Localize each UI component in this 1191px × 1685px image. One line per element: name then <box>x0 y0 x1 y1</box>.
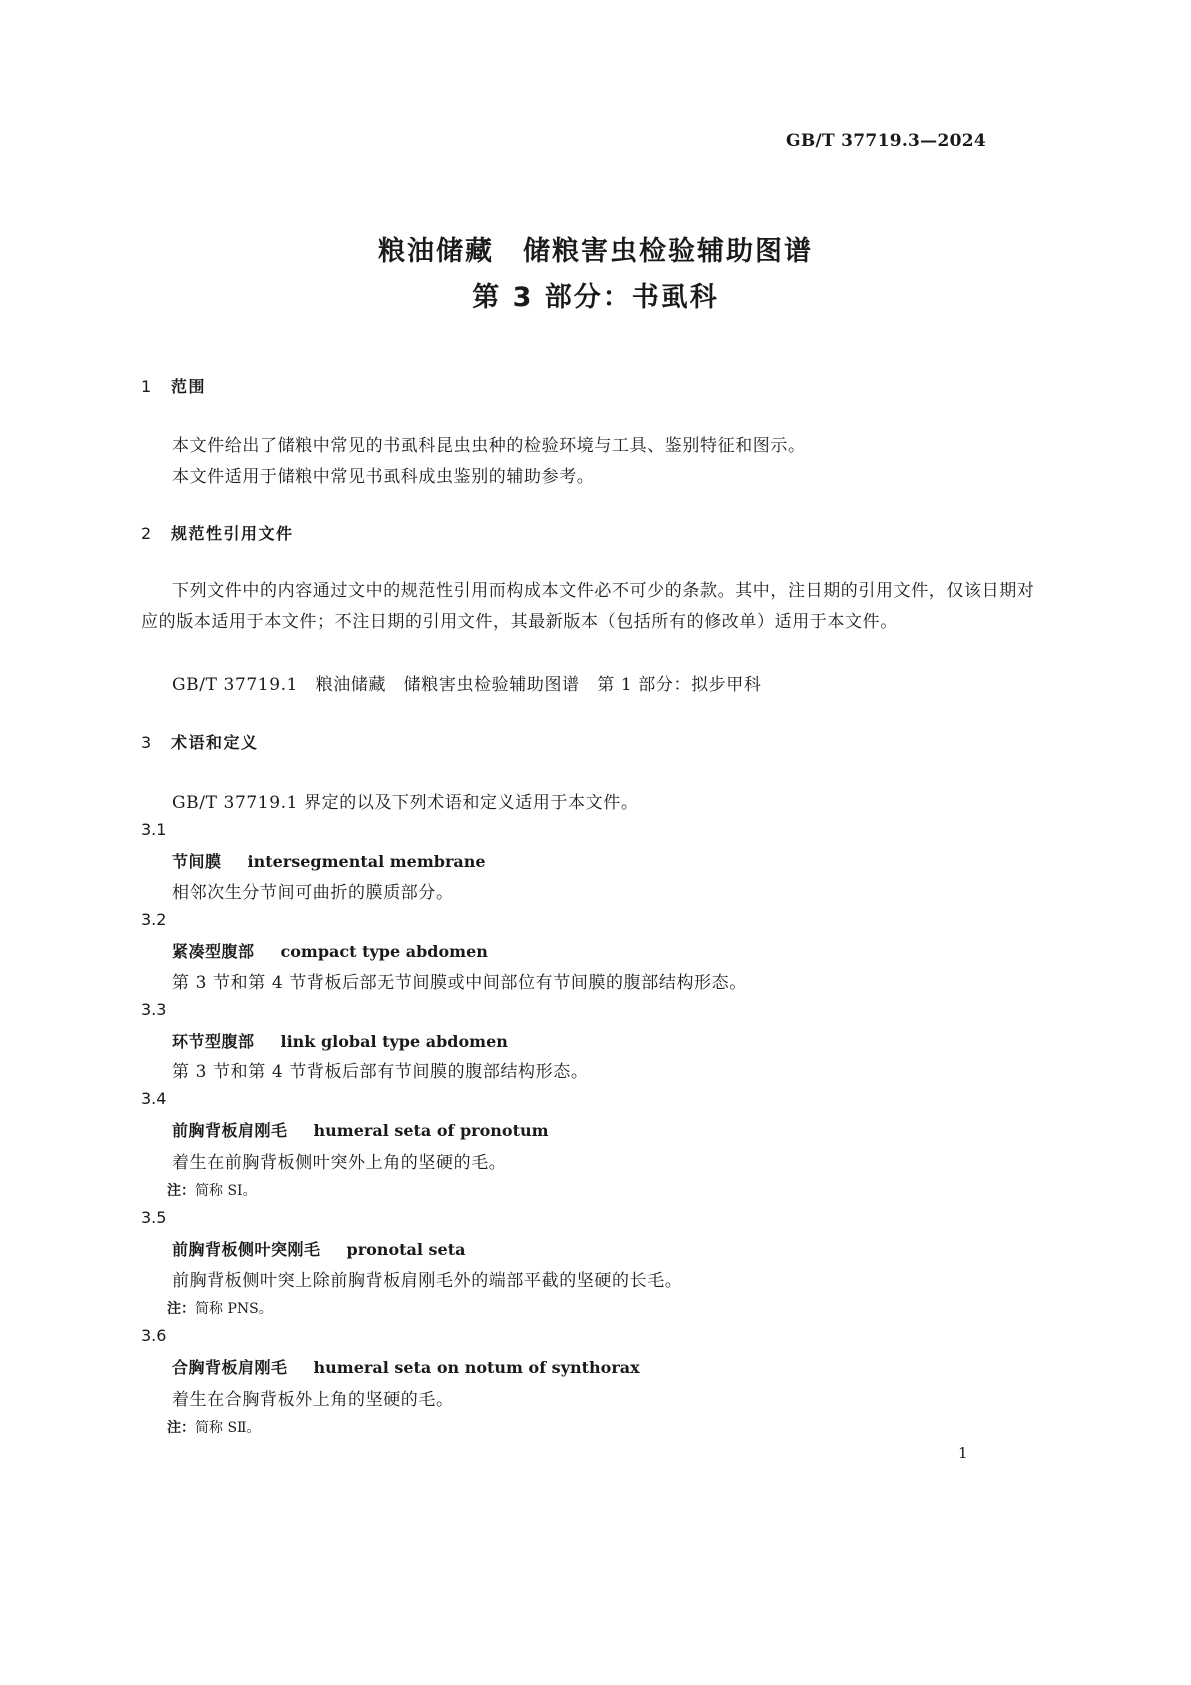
term-number: 3.4 <box>141 1089 167 1108</box>
note-label: 注： <box>167 1183 195 1199</box>
term-entry <box>172 1029 508 1052</box>
standard-code: GB/T 37719.3—2024 <box>786 131 986 151</box>
note-label: 注： <box>167 1301 195 1317</box>
term-en: intersegmental membrane <box>247 852 486 871</box>
note-label: 注： <box>167 1420 195 1436</box>
note-text: 简称 PNS。 <box>195 1301 273 1317</box>
term-zh: 前胸背板肩刚毛 <box>172 1121 288 1140</box>
note-text: 简称 SⅡ。 <box>195 1420 261 1436</box>
section-heading-2 <box>141 521 294 544</box>
section-title: 术语和定义 <box>171 733 259 752</box>
term-definition: 相邻次生分节间可曲折的膜质部分。 <box>172 883 454 903</box>
term-zh: 前胸背板侧叶突刚毛 <box>172 1240 321 1259</box>
section-number: 3 <box>141 733 153 752</box>
term-number: 3.3 <box>141 1000 167 1019</box>
term-number: 3.5 <box>141 1208 167 1227</box>
paragraph: 下列文件中的内容通过文中的规范性引用而构成本文件必不可少的条款。其中，注日期的引用文件，仅该日期对应的版本适用于本文件；不注日期的引用文件，其最新版本（包括所有的修改单）适用于本文件。 <box>141 581 1035 632</box>
section-title: 范围 <box>171 377 207 396</box>
document-subtitle: 第 3 部分：书虱科 <box>472 282 719 313</box>
paragraph: 本文件适用于储粮中常见书虱科成虫鉴别的辅助参考。 <box>172 467 595 487</box>
section-heading-3 <box>141 730 259 753</box>
section-number: 2 <box>141 524 153 543</box>
term-en: pronotal seta <box>346 1240 466 1259</box>
term-entry <box>172 939 488 962</box>
note-text: 简称 SⅠ。 <box>195 1183 257 1199</box>
term-definition: 着生在合胸背板外上角的坚硬的毛。 <box>172 1390 454 1410</box>
term-number: 3.2 <box>141 910 167 929</box>
page-number: 1 <box>958 1444 968 1462</box>
term-zh: 环节型腹部 <box>172 1032 255 1051</box>
term-definition: 前胸背板侧叶突上除前胸背板肩刚毛外的端部平截的坚硬的长毛。 <box>172 1271 683 1291</box>
term-definition: 第 3 节和第 4 节背板后部无节间膜或中间部位有节间膜的腹部结构形态。 <box>172 973 747 993</box>
document-title: 粮油储藏 储粮害虫检验辅助图谱 <box>378 236 813 267</box>
paragraph: GB/T 37719.1 界定的以及下列术语和定义适用于本文件。 <box>172 793 639 813</box>
term-number: 3.6 <box>141 1326 167 1345</box>
term-definition: 第 3 节和第 4 节背板后部有节间膜的腹部结构形态。 <box>172 1062 589 1082</box>
term-note <box>167 1180 257 1200</box>
section-title: 规范性引用文件 <box>171 524 294 543</box>
term-note <box>167 1298 273 1318</box>
term-number: 3.1 <box>141 820 167 839</box>
section-number: 1 <box>141 377 153 396</box>
term-en: humeral seta on notum of synthorax <box>313 1358 640 1377</box>
term-definition: 着生在前胸背板侧叶突外上角的坚硬的毛。 <box>172 1153 507 1173</box>
term-entry <box>172 1355 640 1378</box>
term-zh: 节间膜 <box>172 852 222 871</box>
term-entry <box>172 1118 549 1141</box>
term-note <box>167 1417 261 1437</box>
term-en: compact type abdomen <box>280 942 488 961</box>
term-entry <box>172 1237 465 1260</box>
paragraph: 本文件给出了储粮中常见的书虱科昆虫虫种的检验环境与工具、鉴别特征和图示。 <box>172 436 806 456</box>
term-en: humeral seta of pronotum <box>313 1121 549 1140</box>
term-zh: 紧凑型腹部 <box>172 942 255 961</box>
normative-reference: GB/T 37719.1 粮油储藏 储粮害虫检验辅助图谱 第 1 部分：拟步甲科 <box>172 675 762 695</box>
term-zh: 合胸背板肩刚毛 <box>172 1358 288 1377</box>
term-entry <box>172 849 486 872</box>
term-en: link global type abdomen <box>280 1032 508 1051</box>
section-heading-1 <box>141 374 206 397</box>
